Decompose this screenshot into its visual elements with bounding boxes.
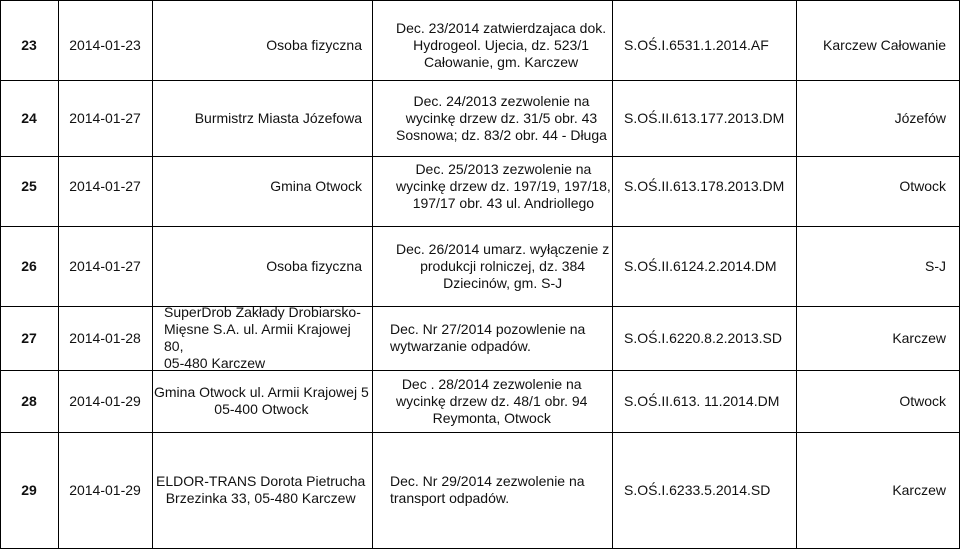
row-number: 25 <box>21 177 37 194</box>
row-applicant: Osoba fizyczna <box>266 36 362 53</box>
row-location: Otwock <box>899 177 946 194</box>
row-location: Józefów <box>894 109 946 126</box>
row-applicant: Osoba fizyczna <box>266 257 362 274</box>
row-signature: S.OŚ.I.6220.8.2.2013.SD <box>624 329 782 346</box>
row-description: Dec . 28/2014 zezwolenie na wycinkę drzew dz. 48/1 obr. 94 Reymonta, Otwock <box>396 375 588 426</box>
row-number: 28 <box>21 392 37 409</box>
row-location: S-J <box>925 257 946 274</box>
row-number: 24 <box>21 109 37 126</box>
row-description: Dec. 26/2014 umarz. wyłączenie z produkcji rolniczej, dz. 384 Dziecinów, gm. S-J <box>396 240 610 291</box>
row-number: 29 <box>21 481 37 498</box>
row-signature: S.OŚ.I.6531.1.2014.AF <box>624 36 769 53</box>
row-description: Dec. 25/2013 zezwolenie na wycinkę drzew dz. 197/19, 197/18, 197/17 obr. 43 ul. Andriollego <box>396 160 611 211</box>
row-applicant: Gmina Otwock ul. Armii Krajowej 5 05-400 Otwock <box>154 384 369 417</box>
row-date: 2014-01-27 <box>69 109 141 126</box>
row-description: Dec. Nr 29/2014 zezwolenie na transport odpadów. <box>390 473 585 506</box>
row-applicant: SuperDrob Zakłady Drobiarsko- Mięsne S.A. ul. Armii Krajowej 80, 05-480 Karczew <box>164 304 361 371</box>
row-applicant: Gmina Otwock <box>270 177 362 194</box>
row-number: 26 <box>21 257 37 274</box>
row-location: Karczew <box>892 329 946 346</box>
row-description: Dec. Nr 27/2014 pozowlenie na wytwarzanie odpadów. <box>390 321 586 354</box>
row-applicant: ELDOR-TRANS Dorota Pietrucha Brzezinka 33, 05-480 Karczew <box>156 473 366 506</box>
row-location: Otwock <box>899 392 946 409</box>
row-number: 27 <box>21 329 37 346</box>
row-description: Dec. 24/2013 zezwolenie na wycinkę drzew dz. 31/5 obr. 43 Sosnowa; dz. 83/2 obr. 44 - Długa <box>396 92 607 143</box>
row-signature: S.OŚ.II.613. 11.2014.DM <box>624 392 780 409</box>
row-description: Dec. 23/2014 zatwierdzajaca dok. Hydrogeol. Ujecia, dz. 523/1 Całowanie, gm. Karczew <box>396 19 607 70</box>
row-signature: S.OŚ.I.6233.5.2014.SD <box>624 481 771 498</box>
row-signature: S.OŚ.II.613.177.2013.DM <box>624 109 785 126</box>
row-date: 2014-01-23 <box>69 36 141 53</box>
row-date: 2014-01-29 <box>69 392 141 409</box>
row-location: Karczew Całowanie <box>823 36 946 53</box>
row-date: 2014-01-28 <box>69 329 141 346</box>
row-signature: S.OŚ.II.6124.2.2014.DM <box>624 257 777 274</box>
row-date: 2014-01-29 <box>69 481 141 498</box>
row-location: Karczew <box>892 481 946 498</box>
row-number: 23 <box>21 36 37 53</box>
row-signature: S.OŚ.II.613.178.2013.DM <box>624 177 785 194</box>
row-applicant: Burmistrz Miasta Józefowa <box>194 109 362 126</box>
row-date: 2014-01-27 <box>69 177 141 194</box>
row-date: 2014-01-27 <box>69 257 141 274</box>
